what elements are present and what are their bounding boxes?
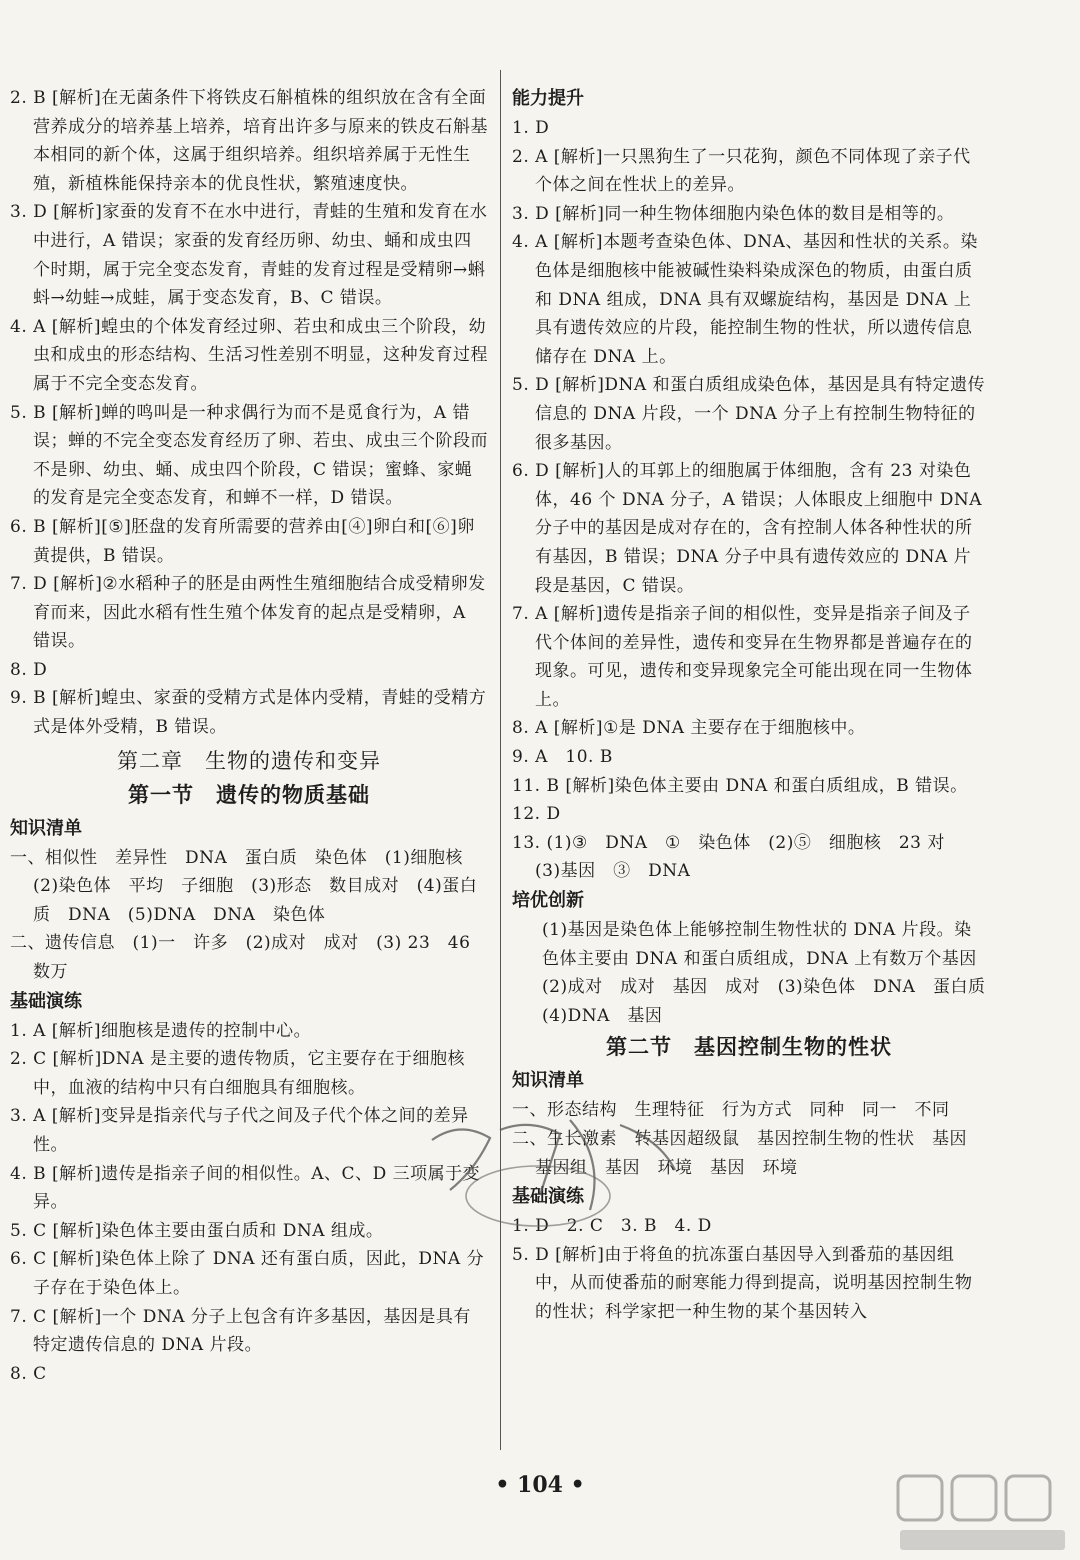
answer-item: 4. B [解析]遗传是指亲子间的相似性。A、C、D 三项属于变异。	[10, 1163, 481, 1213]
heading-jichu-2: 基础演练	[512, 1186, 584, 1208]
answer-item: 1. A [解析]细胞核是遗传的控制中心。	[10, 1020, 312, 1041]
section-title-2: 第二节 基因控制生物的性状	[606, 1034, 892, 1060]
heading-zhishi: 知识清单	[10, 817, 82, 839]
answer-item: 2. C [解析]DNA 是主要的遗传物质，它主要存在于细胞核中，血液的结构中只有白细胞具有细胞核。	[10, 1049, 465, 1098]
answer-item: 7. A [解析]遗传是指亲子间的相似性，变异是指亲子间及子代个体间的差异性，遗传和变异在生物界都是普遍存在的现象。可见，遗传和变异现象完全可能出现在同一生物体上。	[512, 604, 973, 710]
answer-item: 2. B [解析]在无菌条件下将铁皮石斛植株的组织放在含有全面营养成分的培养基上培养，培育出许多与原来的铁皮石斛基本相同的新个体，这属于组织培养。组织培养属于无性生殖，新植株能保持亲本的优良性状，繁殖速度快。	[10, 88, 488, 194]
knowledge-item: 一、相似性 差异性 DNA 蛋白质 染色体 (1)细胞核 (2)染色体 平均 子细胞 (3)形态 数目成对 (4)蛋白质 DNA (5)DNA DNA 染色体	[10, 847, 481, 925]
left-column	[10, 84, 488, 1388]
corner-logo-watermark	[890, 1468, 1075, 1558]
heading-jichu: 基础演练	[10, 990, 82, 1012]
chapter-title: 第二章 生物的遗传和变异	[117, 748, 381, 773]
answer-item: 13. (1)③ DNA ① 染色体 (2)⑤ 细胞核 23 对 (3)基因 ③ DNA	[512, 832, 963, 882]
heading-zhishi-2: 知识清单	[512, 1070, 584, 1092]
answer-item: 2. A [解析]一只黑狗生了一只花狗，颜色不同体现了亲子代个体之间在性状上的差异。	[512, 146, 971, 196]
answer-item: 6. D [解析]人的耳郭上的细胞属于体细胞，含有 23 对染色体，46 个 DNA 分子，A 错误；人体眼皮上细胞中 DNA 分子中的基因是成对存在的，含有控制人体各种性状的所有基因，B 错误；DNA 分子中具有遗传效应的 DNA 片段是基因，C 错误。	[512, 461, 982, 596]
answer-item: 7. C [解析]一个 DNA 分子上包含有许多基因，基因是具有特定遗传信息的 DNA 片段。	[10, 1306, 471, 1356]
answer-item: 8. D	[10, 659, 48, 680]
answer-item: 3. D [解析]同一种生物体细胞内染色体的数目是相等的。	[512, 203, 955, 224]
answer-item: 11. B [解析]染色体主要由 DNA 和蛋白质组成，B 错误。	[512, 775, 968, 796]
page-number: • 104 •	[495, 1472, 585, 1498]
answer-item: 5. B [解析]蝉的鸣叫是一种求偶行为而不是觅食行为，A 错误；蝉的不完全变态发育经历了卵、若虫、成虫三个阶段而不是卵、幼虫、蛹、成虫四个阶段，C 错误；蜜蜂、家蝇的发育是完全变态发育，和蝉不一样，D 错误。	[10, 402, 488, 509]
innovation-answer: (1)基因是染色体上能够控制生物性状的 DNA 片段。染色体主要由 DNA 和蛋白质组成，DNA 上有数万个基因 (2)成对 成对 基因 成对 (3)染色体 DNA 蛋白质 (4)DNA 基因	[542, 920, 1003, 1026]
heading-nengli: 能力提升	[512, 88, 584, 109]
knowledge-item: 一、形态结构 生理特征 行为方式 同种 同一 不同	[512, 1100, 950, 1121]
answer-item: 6. B [解析][⑤]胚盘的发育所需要的营养由[④]卵白和[⑥]卵黄提供，B 错误。	[10, 516, 475, 566]
handwritten-watermark	[420, 1100, 690, 1240]
answer-item: 1. D	[512, 118, 550, 138]
answer-item: 3. D [解析]家蚕的发育不在水中进行，青蛙的生殖和发育在水中进行，A 错误；家蚕的发育经历卵、幼虫、蛹和成虫四个时期，属于完全变态发育，青蛙的发育过程是受精卵→蝌蚪→幼蛙→成蛙，属于变态发育，B、C 错误。	[10, 202, 488, 309]
answer-item: 8. A [解析]①是 DNA 主要存在于细胞核中。	[512, 718, 866, 739]
answer-item: 9. B [解析]蝗虫、家蚕的受精方式是体内受精，青蛙的受精方式是体外受精，B 错误。	[10, 688, 487, 738]
answer-item: 12. D	[512, 804, 561, 825]
answer-item: 5. C [解析]染色体主要由蛋白质和 DNA 组成。	[10, 1220, 384, 1241]
answer-item: 9. A 10. B	[512, 747, 613, 768]
answer-item: 4. A [解析]蝗虫的个体发育经过卵、若虫和成虫三个阶段，幼虫和成虫的形态结构、生活习性差别不明显，这种发育过程属于不完全变态发育。	[10, 316, 488, 394]
answer-item: 8. C	[10, 1363, 47, 1384]
heading-peiyou: 培优创新	[512, 890, 584, 912]
column-divider	[500, 70, 501, 1450]
knowledge-item: 二、生长激素 转基因超级鼠 基因控制生物的性状 基因 基因组 基因 环境 基因 环境	[512, 1129, 985, 1178]
knowledge-item: 二、遗传信息 (1)一 许多 (2)成对 成对 (3) 23 46 数万	[10, 933, 488, 983]
answer-item: 7. D [解析]②水稻种子的胚是由两性生殖细胞结合成受精卵发育而来，因此水稻有性生殖个体发育的起点是受精卵，A 错误。	[10, 574, 486, 652]
answer-item: 6. C [解析]染色体上除了 DNA 还有蛋白质，因此，DNA 分子存在于染色体上。	[10, 1249, 485, 1298]
section-title: 第一节 遗传的物质基础	[128, 781, 370, 807]
answer-item: 5. D [解析]由于将鱼的抗冻蛋白基因导入到番茄的基因组中，从而使番茄的耐寒能力得到提高，说明基因控制生物的性状；科学家把一种生物的某个基因转入	[512, 1244, 973, 1322]
answer-item: 4. A [解析]本题考查染色体、DNA、基因和性状的关系。染色体是细胞核中能被碱性染料染成深色的物质，由蛋白质和 DNA 组成，DNA 具有双螺旋结构，基因是 DNA 上具有遗传效应的片段，能控制生物的性状，所以遗传信息储存在 DNA 上。	[512, 232, 978, 367]
answer-item: 5. D [解析]DNA 和蛋白质组成染色体，基因是具有特定遗传信息的 DNA 片段，一个 DNA 分子上有控制生物特征的很多基因。	[512, 375, 986, 453]
answer-item: 1. D 2. C 3. B 4. D	[512, 1216, 712, 1237]
answer-item: 3. A [解析]变异是指亲代与子代之间及子代个体之间的差异性。	[10, 1106, 469, 1155]
